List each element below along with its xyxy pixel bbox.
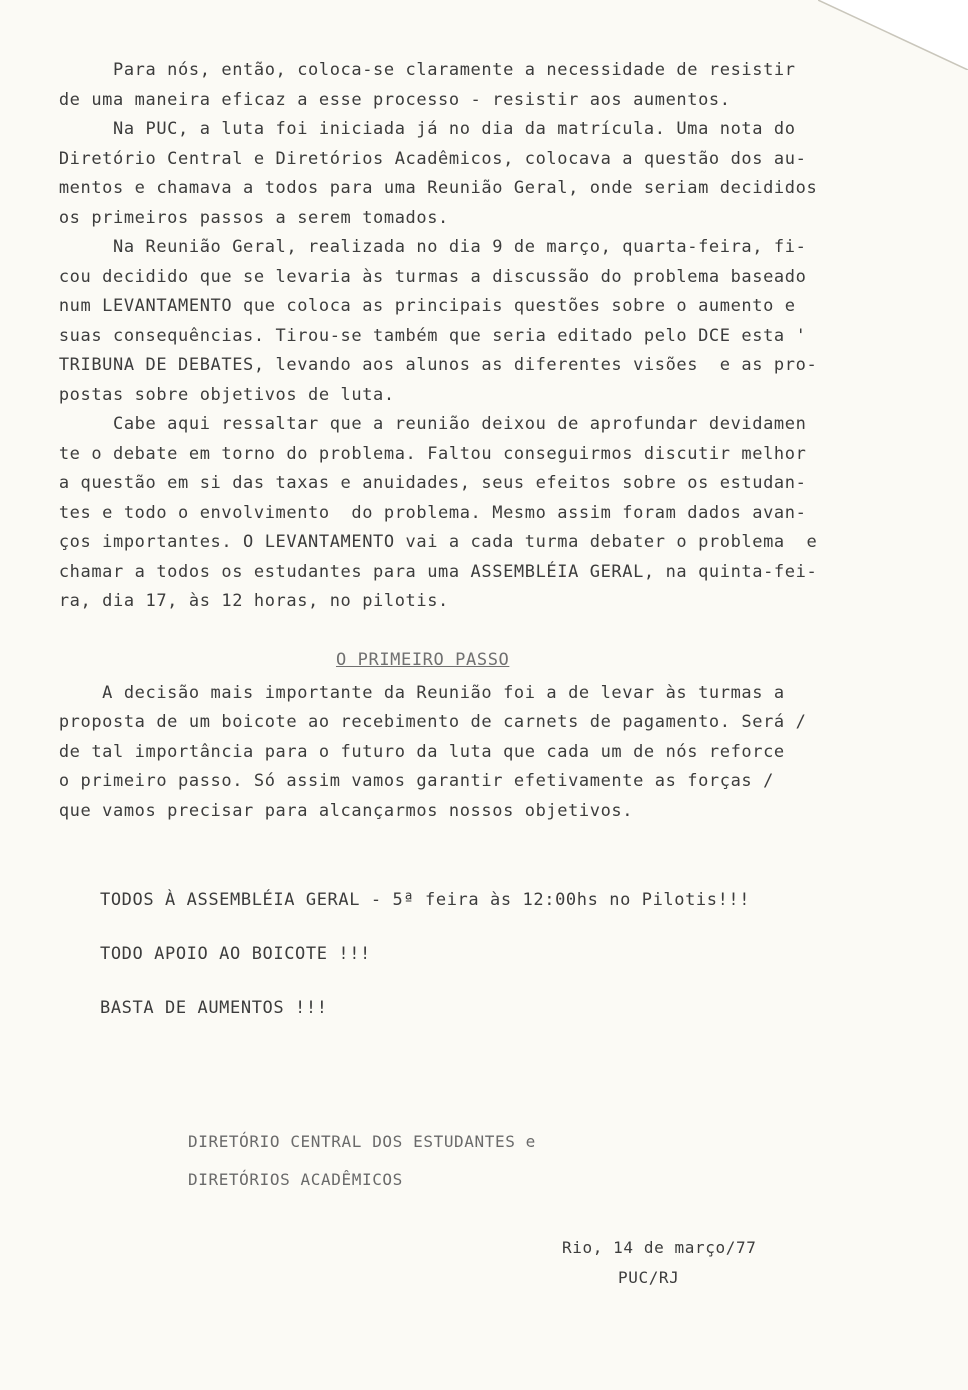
- text-line: de uma maneira eficaz a esse processo - resistir aos aumentos.: [48, 89, 731, 110]
- slogans: [100, 880, 750, 1042]
- text-line: Para nós, então, coloca-se claramente a necessidade de resistir: [48, 60, 796, 80]
- text-line: Na Reunião Geral, realizada no dia 9 de março, quarta-feira, fi-: [48, 237, 807, 257]
- text-line: cou decidido que se levaria às turmas a discussão do problema baseado: [48, 266, 807, 287]
- body-text: [48, 56, 848, 826]
- text-line: te o debate em torno do problema. Faltou conseguirmos discutir melhor: [48, 443, 807, 464]
- signature-block: [188, 1124, 536, 1200]
- paragraph-2: [48, 115, 848, 233]
- text-line: o primeiro passo. Só assim vamos garantir efetivamente as forças /: [48, 771, 774, 791]
- text-line: TRIBUNA DE DEBATES, levando aos alunos as diferentes visões e as pro-: [48, 355, 818, 375]
- signature-line: DIRETÓRIO CENTRAL DOS ESTUDANTES e: [188, 1132, 536, 1151]
- text-line: Na PUC, a luta foi iniciada já no dia da matrícula. Uma nota do: [48, 119, 796, 139]
- text-line: Cabe aqui ressaltar que a reunião deixou de aprofundar devidamen: [48, 414, 807, 434]
- text-line: tes e todo o envolvimento do problema. Mesmo assim foram dados avan-: [48, 502, 807, 523]
- text-line: chamar a todos os estudantes para uma ASSEMBLÉIA GERAL, na quinta-fei-: [48, 561, 818, 582]
- date-line: Rio, 14 de março/77: [562, 1238, 757, 1257]
- paragraph-3: [48, 233, 848, 410]
- section-heading-text: O PRIMEIRO PASSO: [336, 649, 510, 670]
- slogan-assembly: TODOS À ASSEMBLÉIA GERAL - 5ª feira às 12:00hs no Pilotis!!!: [100, 890, 751, 910]
- slogan-boycott: TODO APOIO AO BOICOTE !!!: [100, 944, 371, 964]
- place-line: PUC/RJ: [618, 1268, 680, 1287]
- text-line: a questão em si das taxas e anuidades, seus efeitos sobre os estudan-: [48, 473, 807, 493]
- date-block: [562, 1234, 756, 1294]
- text-line: mentos e chamava a todos para uma Reunião Geral, onde seriam decididos: [48, 178, 818, 198]
- text-line: num LEVANTAMENTO que coloca as principais questões sobre o aumento e: [48, 296, 796, 316]
- section-heading: [48, 645, 848, 675]
- signature-line: DIRETÓRIOS ACADÊMICOS: [188, 1170, 403, 1189]
- text-line: Diretório Central e Diretórios Acadêmicos, colocava a questão dos au-: [48, 148, 807, 169]
- text-line: suas consequências. Tirou-se também que seria editado pelo DCE esta ': [48, 325, 807, 346]
- paragraph-4: [48, 410, 848, 617]
- text-line: A decisão mais importante da Reunião foi a de levar às turmas a: [48, 682, 785, 703]
- text-line: que vamos precisar para alcançarmos nossos objetivos.: [48, 800, 634, 821]
- text-line: ra, dia 17, às 12 horas, no pilotis.: [48, 591, 449, 611]
- text-line: postas sobre objetivos de luta.: [48, 384, 395, 405]
- paragraph-5: [48, 679, 848, 827]
- text-line: proposta de um boicote ao recebimento de carnets de pagamento. Será /: [48, 712, 807, 732]
- text-line: os primeiros passos a serem tomados.: [48, 207, 449, 228]
- slogan-increases: BASTA DE AUMENTOS !!!: [100, 998, 328, 1018]
- paragraph-1: [48, 56, 848, 115]
- text-line: ços importantes. O LEVANTAMENTO vai a cada turma debater o problema e: [48, 532, 818, 552]
- text-line: de tal importância para o futuro da luta que cada um de nós reforce: [48, 741, 785, 762]
